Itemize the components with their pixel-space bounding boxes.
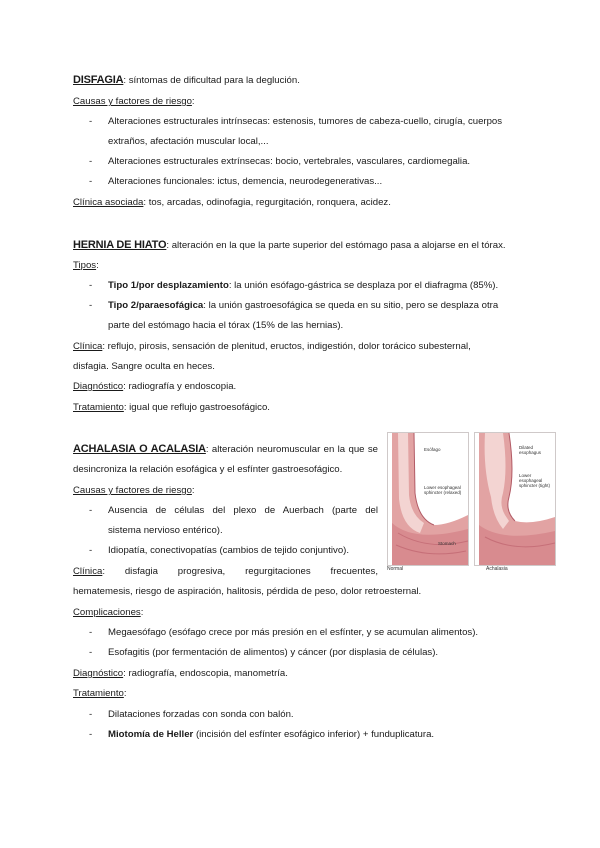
hernia-title: HERNIA DE HIATO: [73, 239, 167, 251]
bullet-dash: -: [89, 300, 93, 311]
hernia-tipo-1-name: Tipo 1/por desplazamiento: [108, 280, 229, 291]
figure-caption-achalasia: Achalasia: [486, 566, 508, 572]
bullet-dash: -: [89, 545, 93, 556]
hernia-tipo-2-cont: parte del estómago hacia el tórax (15% de las hernias).: [108, 320, 344, 331]
acalasia-complic-heading: Complicaciones: [73, 607, 141, 618]
figure-label: Esófago: [424, 447, 441, 452]
bullet-dash: -: [89, 709, 93, 720]
disfagia-clinica-line: [73, 196, 391, 210]
hernia-trat-line: [73, 401, 270, 415]
colon: :: [191, 485, 195, 496]
disfagia-cause-1: Alteraciones estructurales intrínsecas: estenosis, tumores de cabeza-cuello, cirugía, cuerpos: [108, 116, 503, 127]
acalasia-clinica-heading: Clínica: [73, 566, 103, 577]
hernia-diag-text: : radiografía y endoscopia.: [123, 381, 237, 392]
figure-label: Lower esophageal sphincter (tight): [519, 473, 551, 488]
hernia-tipos-heading: Tipos: [73, 260, 97, 271]
hernia-diag-heading: Diagnóstico: [73, 381, 124, 392]
hernia-tipo-2-text: : la unión gastroesofágica se queda en su sitio, pero se desplaza otra: [203, 300, 499, 311]
acalasia-causes-heading: Causas y factores de riesgo: [73, 485, 192, 496]
colon: :: [123, 688, 127, 699]
bullet-dash: -: [89, 505, 93, 516]
acalasia-cause-2: Idiopatía, conectivopatías (cambios de tejido conjuntivo).: [108, 545, 350, 556]
disfagia-definition: : síntomas de dificultad para la deglución.: [123, 75, 300, 86]
hernia-tipo-1-text: : la unión esófago-gástrica se desplaza por el diafragma (85%).: [228, 280, 499, 291]
acalasia-complic-heading-line: [73, 606, 143, 620]
disfagia-definition-line: [73, 73, 300, 88]
bullet-dash: -: [89, 156, 93, 167]
acalasia-trat-2-name: Miotomía de Heller: [108, 729, 194, 740]
acalasia-complic-2: Esofagitis (por fermentación de alimentos) y cáncer (por displasia de células).: [108, 647, 439, 658]
acalasia-causes-heading-line: [73, 484, 195, 498]
bullet-dash: -: [89, 729, 93, 740]
hernia-clinica-heading: Clínica: [73, 341, 103, 352]
disfagia-clinica-text: : tos, arcadas, odinofagia, regurgitación, ronquera, acidez.: [143, 197, 391, 208]
acalasia-trat-2-text: (incisión del esfínter esofágico inferior) + funduplicatura.: [193, 729, 435, 740]
acalasia-complic-1: Megaesófago (esófago crece por más presión en el esfínter, y se acumulan alimentos).: [108, 627, 479, 638]
bullet-dash: -: [89, 176, 93, 187]
disfagia-cause-2: Alteraciones estructurales extrínsecas: bocio, vertebrales, vasculares, cardiomegalia.: [108, 156, 471, 167]
colon: :: [191, 96, 195, 107]
disfagia-causes-heading-line: [73, 95, 195, 109]
disfagia-cause-3: Alteraciones funcionales: ictus, demencia, neurodegenerativas...: [108, 176, 383, 187]
hernia-definition-line: [73, 238, 506, 253]
disfagia-title: DISFAGIA: [73, 74, 124, 86]
acalasia-clinica-line: [73, 565, 378, 579]
achalasia-esophagus-illustration: [474, 432, 556, 566]
acalasia-cause-1: Ausencia de células del plexo de Auerbach (parte del: [108, 505, 378, 516]
acalasia-diag-line: [73, 667, 288, 681]
colon: :: [96, 260, 99, 271]
bullet-dash: -: [89, 647, 93, 658]
bullet-dash: -: [89, 116, 93, 127]
hernia-diag-line: [73, 380, 236, 394]
acalasia-trat-2: [108, 728, 434, 742]
bullet-dash: -: [89, 627, 93, 638]
acalasia-clinica-cont: hematemesis, riesgo de aspiración, halitosis, pérdida de peso, dolor retroesternal.: [73, 586, 422, 597]
acalasia-clinica-text: : disfagia progresiva, regurgitaciones frecuentes,: [102, 566, 378, 577]
figure-caption-normal: Normal: [387, 566, 404, 572]
hernia-definition: : alteración en la que la parte superior del estómago pasa a alojarse en el tórax.: [166, 240, 506, 251]
acalasia-diag-heading: Diagnóstico: [73, 668, 124, 679]
hernia-tipos-heading-line: [73, 259, 99, 273]
bullet-dash: -: [89, 280, 93, 291]
disfagia-causes-heading: Causas y factores de riesgo: [73, 96, 192, 107]
acalasia-title: ACHALASIA O ACALASIA: [73, 443, 206, 455]
disfagia-cause-1-cont: extraños, afectación muscular local,...: [108, 136, 269, 147]
colon: :: [140, 607, 144, 618]
figure-label: Lower esophageal sphincter (relaxed): [424, 485, 462, 495]
hernia-clinica-cont: disfagia. Sangre oculta en heces.: [73, 361, 215, 372]
acalasia-definition: : alteración neuromuscular en la que se: [205, 444, 378, 455]
acalasia-trat-1: Dilataciones forzadas con sonda con balón.: [108, 709, 294, 720]
acalasia-figure: [387, 432, 555, 580]
acalasia-trat-heading-line: [73, 687, 127, 701]
acalasia-definition-cont: desincroniza la relación esofágica y el esfínter gastroesofágico.: [73, 464, 343, 475]
hernia-clinica-line: [73, 340, 471, 354]
hernia-tipo-2: [108, 299, 498, 313]
acalasia-definition-line: [73, 442, 378, 457]
hernia-trat-text: : igual que reflujo gastroesofágico.: [123, 402, 270, 413]
acalasia-diag-text: : radiografía, endoscopia, manometría.: [123, 668, 288, 679]
acalasia-trat-heading: Tratamiento: [73, 688, 124, 699]
normal-esophagus-illustration: [387, 432, 469, 566]
hernia-clinica-text: : reflujo, pirosis, sensación de plenitud, eructos, indigestión, dolor torácico subesternal,: [102, 341, 471, 352]
hernia-tipo-1: [108, 279, 498, 293]
figure-label: Stomach: [438, 541, 456, 546]
disfagia-clinica-heading: Clínica asociada: [73, 197, 144, 208]
hernia-trat-heading: Tratamiento: [73, 402, 124, 413]
figure-label: Dilated esophagus: [519, 445, 542, 455]
hernia-tipo-2-name: Tipo 2/paraesofágica: [108, 300, 204, 311]
acalasia-cause-1-cont: sistema nervioso entérico).: [108, 525, 223, 536]
